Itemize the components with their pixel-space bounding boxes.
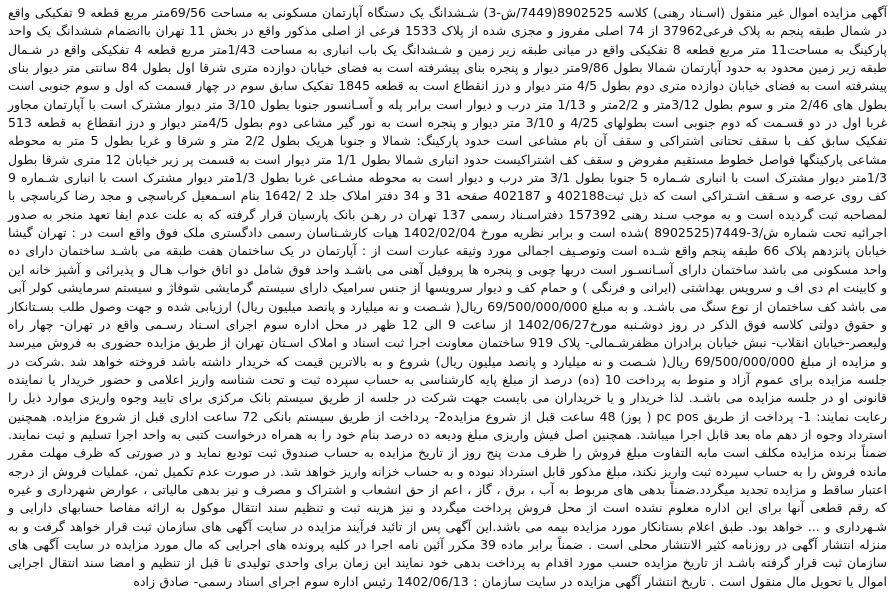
- auction-notice-text: آگهی مزایده اموال غیر منقول (اسـناد رهنی) کلاسه 8902525(7449/ش-3) شـشدانگ یک دستگاه آپارتمان مسکونی به مساحت 69/56متر مربع قطعه 9 تفکیکی واقع در شمال طبقه پنجم به پلاک فرعی37962 از 74 اصلی مفروز و مجزی شده از پلاک 1533 فرعی از اصلی مذکور واقع در بخش 11 تهران باانضمام ششدانگ یک واحد پارکینگ به مساحت11 متر مربع قطعه 8 تفکیکی واقع در میانی طبقه زیر زمین و شـشدانگ یک باب انباری به مساحت 1/43متر مربع قطعه 4 تفکیکی واقع در شـمال طبقه زیر زمین محدود به حدود آپارتمان شمالا بطول 9/86متر دیوار و پنجره بنای پیشرفته است به فضای خیابان دوازده متری شرقا اول بطول 84 سانتی متر دیوار بنای پیشرفته است به فضای خیابان دوازده متری دوم بطول 4/5 متر دیوار و درز انقطاع است به قطعه 1845 تفکیک سابق سوم در چهار قسمت که اول و سوم جنوبی است بطول های 2/46 متر و سوم بطول 3/12متر و 2/2متر و 1/13 متر درب و دیوار است برابر پله و آسـانسور جنوبا بطول 3/10 متر دیوار مشترک است با آپارتمان مجاور غربا اول در دو قسـمت که دوم جنوبی است بطولهای 4/25 و 3/10 متر دیوار و پنجره است به نور گیر مشاعی دوم بطول 4/5متر دیوار و درز انقطاع به قطعه 513 تفکیک سابق کف با سقف تحتانی اشتراکی و سقف آن بام مشاعی است حدود پارکینگ: شمالا و جنوبا هریک بطول 2/2 متر و شرقا و غربا بطول 5 متر به محوطه مشاعی پارکینگها فواصل خطوط مستقیم مفروض و سقف کف اشتراکیست حدود انباری شمالا بطول 1/1 متر دیوار است به قسمت پر زیر خیابان 12 متری شرقا بطول 1/3متر دیوار مشترک است با انباری شـماره 5 جنوبا بطول 3/1 متر درب و دیوار است به محوطه مشـاعی غربا بطول 1/3متر دیوار مشترک است با انباری شـماره 9 کف روی عرصه و سـقف اشـتراکی است که ذیل ثبت402188 و 402187 صفحه 31 و 34 دفتر املاک جلد 2 /1642 بنام اسـمعیل کرباسچی و مجد رضا کرباسچی با لمصاحبه ثبت گردیده است و به موجب سـند رهنی 157392 دفتراسـناد رسمی 137 تهران در رهـن بانک پارسیان قرار گرفته که به علت عدم ایفا تعهد منجر به صدور اجرائیه تحت شماره ش/3-7449(8902525 )شده است و برابر نظریه مورخ 1402/02/04 هیات کارشـناسان رسمی دادگستری ملک فوق واقع است در : تهران گیشا خیابان پانزدهم پلاک 66 طبقه پنجم واقع شـده است وتوصـیف اجمالی مورد وثیقه عبارت است از : آپارتمان در یک ساختمان هفت طبقه می باشـد ساختمان دارای ده واحد مسکونی می باشد ساختمان دارای آسـانسـور است دربها چوبی و پنجره ها پروفیل آهنی می باشـد واحد فوق شامل دو اتاق خواب هـال و پذیرائی و آشپز خانه این و کابینت ام دی اف و سرویس بهداشتی (ایرانی و فرنگی ) و حمام کف و دیوار سرویسها از جنس سرامیک دارای سیستم گرمایشی شوفاژ و سیستم سرمایشی کولر آبی می باشد کف ساختمان از نوع سنگ می باشـد. و به مبلغ 69/500/000/000 ریال( شـصت و نه میلیارد و پانصد میلیون ریال) ارزیابی شده و جهت وصول طلب بسـتانکار و حقوق دولتی کلاسه فوق الذکر در روز دوشـنبه مورخ1402/06/27 از ساعت 9 الی 12 ظهر در محل اداره سوم اجرای اسـناد رسـمی واقع در تهران- چهار راه ولیعصر-خیابان انقلاب- نبش خیابان برادران مظفرشـمالی- پلاک 919 ساختمان معاونت اجرا ثبت اسناد و املاک اسـتان تهران از طریق مزایده حضوری به فروش میرسد و مزایده از مبلغ 69/500/000/000 ریال( شـصت و نه میلیارد و پانصد میلیون ریال) شروع و به بالاترین قیمت که خریدار داشته باشد فروخته خواهد شد .شرکت در جلسه مزایده برای عموم آزاد و منوط به پرداخت 10 (ده) درصد از مبلغ پایه کارشناسی به حساب سپرده ثبت و تحت شناسه واریز اعلامی و حضور خریدار یا نماینده قانونی او در جلسه مزایده می باشـد. لذا خریدار و یا خریداران می بایست جهت شرکت در جلسه از طریق سیستم بانک مرکزی برای تایید وجوه واریزی موارد ذیل را رعایت نمایند: 1- پرداخت از طریق pc pos ( پوز) 48 ساعت قبل از شروع مزایده2- پرداخت از طریق سیستم بانکی 72 ساعت اداری قبل از شروع مزایده. همچنین استرداد وجوه از دهم ماه بعد قابل اجرا میباشد. همچنین اصل فیش واریزی مبلغ ودیعه ده درصد بنام خود را به همراه درخواست کتبی به واحد اجرا تسلیم و ثبت نمایند. ضمناً برنده مزایده مکلف است مابه التفاوت مبلغ فروش را ظرف مدت پنج روز از تاریخ مزایده به حساب صندوق ثبت تودیع نماید و در صورتی که ظرف مهلت مقرر مانده فروش را به حساب سپرده ثبت واریز نکند، مبلغ مذکور قابل استرداد نبوده و به حساب خزانه واریز خواهد شد. در صورت عدم تکمیل ثمن، عملیات فروش از درجه اعتبار ساقط و مزایده تجدید میگردد.ضمناً بدهی های مربوط به آب ، برق ، گاز ، اعم از حق انشعاب و اشتراک و مصرف و نیز بدهی مالیاتی ، عوارض شهرداری و غیره که رقم قطعی آنها برای این اداره معلوم نشده است از محل فروش پرداخت میگردد و نیز هزینه ثبت و تنظیم سند انتقال موکول به ارائه مفاصا حسابهای دارایی و شـهرداری و ... خواهد بود. طبق اعلام بستانکار مورد مزایده بیمه می باشد.این آگهی پس از تائید فرآیند مزایده در سایت آگهی های سازمان ثبت قرار خواهد گرفت و به منزله انتشار آگهی در روزنامه کثیر الانتشار محلی است . ضمناً برابر ماده 39 مکرر آئین نامه اجرا در کلیه پرونده های اجرایی که مال مورد مزایده در سایت آگهی های سازمان ثبت قرار گرفته باشـد از تاریخ مزایده حسب مورد اقدام به پرداخت بدهی خود نمایند این زمان برای واحدی تولیدی تا قبل از تنظیم و امضا سند انتقال اجرایی اموال یا تحویل مال منقول است . تاریخ انتشار آگهی مزایده در سایت سازمان : 1402/06/13 رئیس اداره سوم اجرای اسناد رسمی- صادق زاده: [8, 5, 888, 589]
